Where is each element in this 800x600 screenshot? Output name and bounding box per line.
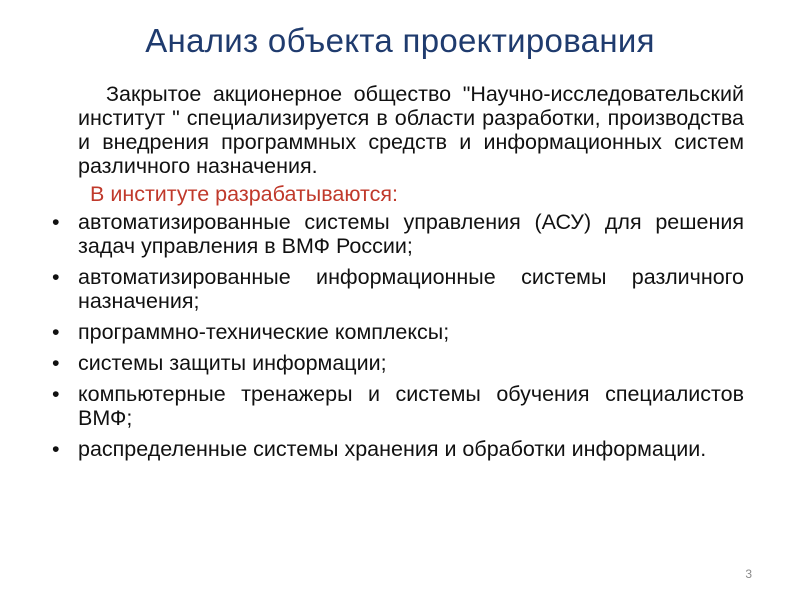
- bullet-icon: •: [52, 382, 60, 406]
- list-item: [52, 320, 744, 344]
- bullet-icon: •: [52, 351, 60, 375]
- bullet-list: [52, 210, 744, 461]
- list-item-text: системы защиты информации;: [78, 351, 387, 375]
- slide-body: [52, 82, 744, 468]
- list-item-text: автоматизированные системы управления (АСУ) для решения задач управления в ВМФ России;: [78, 210, 744, 258]
- bullet-icon: •: [52, 265, 60, 289]
- list-item: [52, 437, 744, 461]
- intro-paragraph: Закрытое акционерное общество "Научно-исследовательский институт " специализируется в области разработки, производства и внедрения программных средств и информационных систем различного назначения.: [78, 82, 744, 178]
- bullet-icon: •: [52, 320, 60, 344]
- list-item: [52, 351, 744, 375]
- bullet-icon: •: [52, 210, 60, 234]
- list-item-text: распределенные системы хранения и обработки информации.: [78, 437, 707, 461]
- bullet-icon: •: [52, 437, 60, 461]
- slide-title: Анализ объекта проектирования: [145, 22, 655, 59]
- list-item: [52, 382, 744, 430]
- list-item-text: программно-технические комплексы;: [78, 320, 450, 344]
- list-item-text: автоматизированные информационные системы различного назначения;: [78, 265, 744, 313]
- list-item: [52, 210, 744, 258]
- list-item-text: компьютерные тренажеры и системы обучения специалистов ВМФ;: [78, 382, 744, 430]
- subheading: В институте разрабатываются:: [90, 182, 398, 206]
- page-number: 3: [745, 567, 752, 581]
- list-item: [52, 265, 744, 313]
